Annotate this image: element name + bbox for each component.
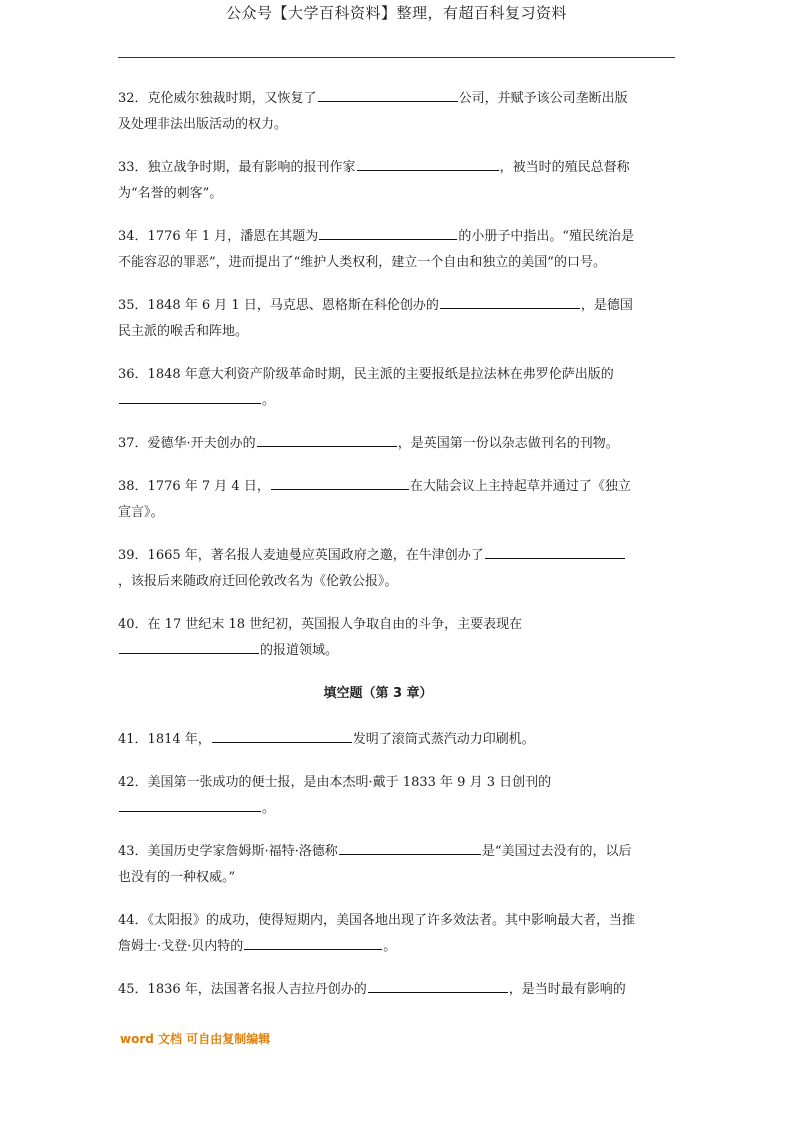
question-42: 42．美国第一张成功的便士报，是由本杰明·戴于 1833 年 9 月 3 日创刊的。 — [118, 775, 552, 816]
answer-blank[interactable] — [119, 389, 261, 404]
answer-blank[interactable] — [357, 156, 499, 171]
question-44: 44．《太阳报》的成功，使得短期内，美国各地出现了许多效法者。其中影响最大者，当推詹姆士·戈登·贝内特的 。 — [118, 913, 636, 954]
answer-blank[interactable] — [119, 797, 261, 812]
document-body — [118, 86, 638, 1020]
question-32: 32．克伦威尔独裁时期，又恢复了 公司，并赋予该公司垄断出版及处理非法出版活动的权力。 — [118, 86, 638, 138]
answer-blank[interactable] — [119, 639, 259, 654]
answer-blank[interactable] — [319, 225, 457, 240]
answer-blank[interactable] — [244, 935, 382, 950]
answer-blank[interactable] — [271, 475, 409, 490]
answer-blank[interactable] — [257, 432, 397, 447]
question-38: 38．1776 年 7 月 4 日， 在大陆会议上主持起草并通过了《独立宣言》。 — [118, 474, 638, 526]
answer-blank[interactable] — [212, 728, 352, 743]
footer-note: word 文档 可自由复制编辑 — [120, 1032, 271, 1046]
answer-blank[interactable] — [440, 294, 580, 309]
question-41: 41．1814 年， 发明了滚筒式蒸汽动力印刷机。 — [118, 727, 638, 753]
question-34: 34．1776 年 1 月，潘恩在其题为 的小册子中指出。“殖民统治是不能容忍的罪恶”，进而提出了“维护人类权利，建立一个自由和独立的美国”的口号。 — [118, 224, 638, 276]
question-40: 40．在 17 世纪末 18 世纪初，英国报人争取自由的斗争，主要表现在的报道领域。 — [118, 617, 523, 658]
answer-blank[interactable] — [339, 840, 481, 855]
question-43: 43．美国历史学家詹姆斯·福特·洛德称 是“美国过去没有的，以后也没有的一种权威。” — [118, 839, 638, 891]
question-45: 45．1836 年，法国著名报人吉拉丹创办的 ，是当时最有影响的 — [118, 977, 638, 1003]
header-divider — [118, 57, 675, 58]
answer-blank[interactable] — [485, 544, 625, 559]
answer-blank[interactable] — [318, 87, 458, 102]
question-36: 36．1848 年意大利资产阶级革命时期，民主派的主要报纸是拉法林在弗罗伦萨出版的。 — [118, 367, 614, 408]
answer-blank[interactable] — [368, 978, 508, 993]
question-35: 35．1848 年 6 月 1 日，马克思、恩格斯在科伦创办的 ，是德国民主派的喉舌和阵地。 — [118, 293, 638, 345]
question-33: 33．独立战争时期，最有影响的报刊作家 ，被当时的殖民总督称为“名誉的刺客”。 — [118, 155, 638, 207]
page-header: 公众号【大学百科资料】整理，有超百科复习资料 — [225, 4, 567, 22]
question-39: 39．1665 年，著名报人麦迪曼应英国政府之邀，在牛津创办了，该报后来随政府迁回伦敦改名为《伦敦公报》。 — [118, 543, 638, 595]
section-title: 填空题（第 3 章） — [323, 686, 433, 701]
question-37: 37．爱德华·开夫创办的 ，是英国第一份以杂志做刊名的刊物。 — [118, 431, 638, 457]
